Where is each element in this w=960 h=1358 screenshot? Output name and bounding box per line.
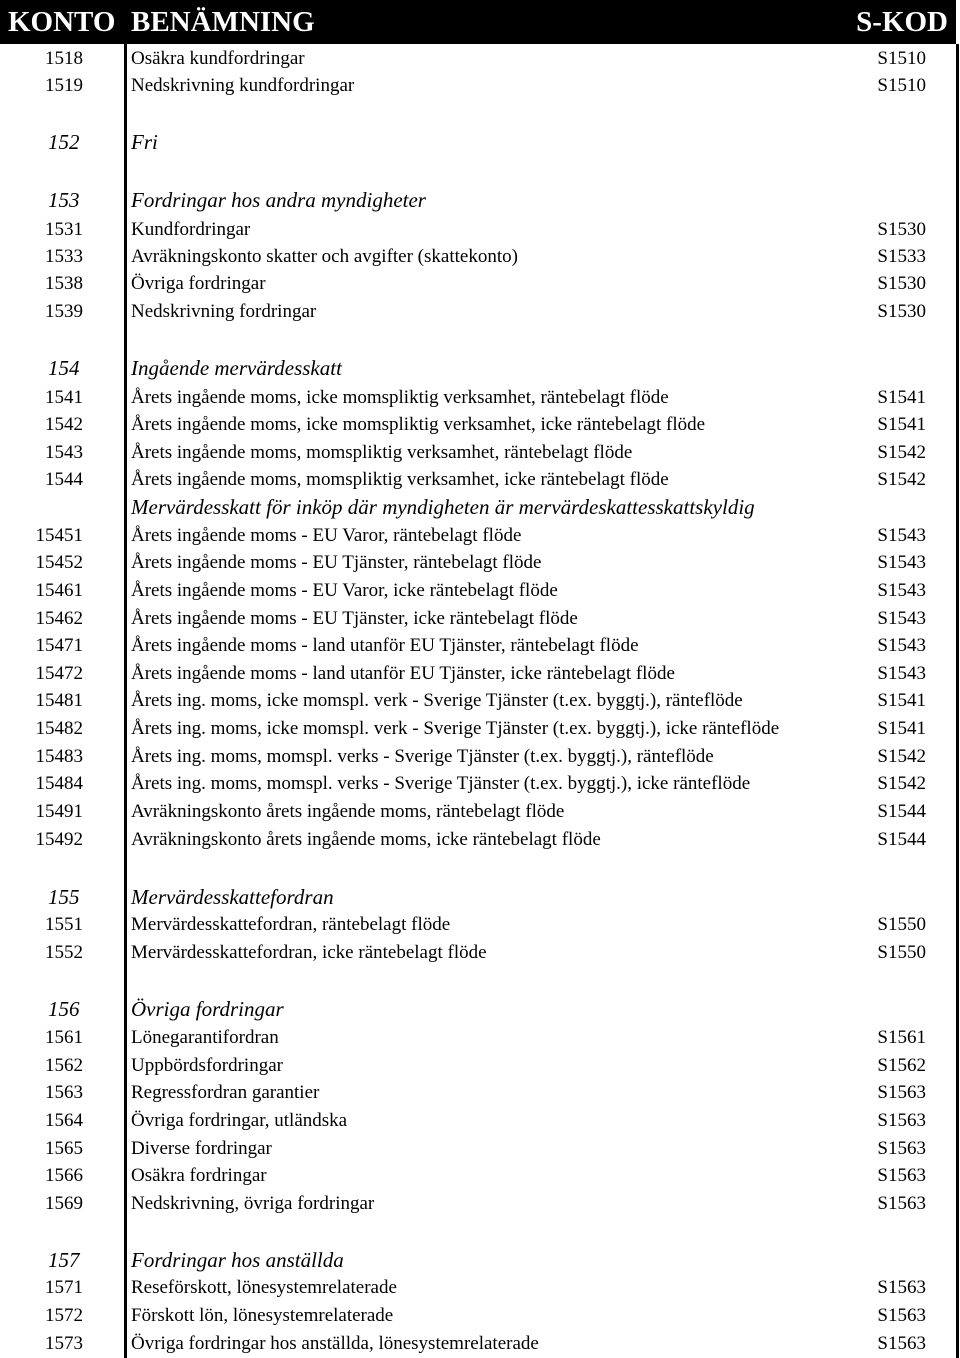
account-number: 1541 bbox=[45, 387, 83, 408]
account-number: 15472 bbox=[35, 663, 83, 684]
header-konto: KONTO bbox=[8, 6, 116, 38]
account-number: 15492 bbox=[35, 829, 83, 850]
account-number: 1562 bbox=[45, 1055, 83, 1076]
account-name: Diverse fordringar bbox=[131, 1138, 272, 1159]
account-number: 15484 bbox=[35, 773, 83, 794]
account-row-15481 bbox=[0, 687, 956, 714]
account-name: Regressfordran garantier bbox=[131, 1082, 320, 1103]
account-row-1566 bbox=[0, 1162, 956, 1189]
account-number: 1566 bbox=[45, 1165, 83, 1186]
account-name: Årets ingående moms - land utanför EU Tjänster, räntebelagt flöde bbox=[131, 635, 639, 656]
account-number: 1564 bbox=[45, 1110, 83, 1131]
table-header bbox=[0, 0, 956, 44]
account-number: 1572 bbox=[45, 1305, 83, 1326]
account-name: Årets ingående moms - land utanför EU Tjänster, icke räntebelagt flöde bbox=[131, 663, 675, 684]
s-code: S1563 bbox=[877, 1110, 926, 1131]
s-code: S1530 bbox=[877, 219, 926, 240]
s-code: S1530 bbox=[877, 273, 926, 294]
account-name: Nedskrivning fordringar bbox=[131, 301, 317, 322]
s-code: S1542 bbox=[877, 746, 926, 767]
subheading bbox=[0, 494, 956, 521]
account-number: 1533 bbox=[45, 246, 83, 267]
group-row-152 bbox=[0, 129, 956, 156]
account-row-1518 bbox=[0, 45, 956, 72]
account-name: Reseförskott, lönesystemrelaterade bbox=[131, 1277, 397, 1298]
account-name: Avräkningskonto skatter och avgifter (skattekonto) bbox=[131, 246, 518, 267]
account-name: Uppbördsfordringar bbox=[131, 1055, 283, 1076]
account-name: Mervärdesskatt för inköp där myndigheten är mervärdeskattesskattskyldig bbox=[131, 495, 755, 519]
account-name: Årets ingående moms, momspliktig verksamhet, icke räntebelagt flöde bbox=[131, 469, 669, 490]
account-name: Övriga fordringar bbox=[131, 997, 284, 1021]
account-row-15483 bbox=[0, 743, 956, 770]
account-row-15482 bbox=[0, 715, 956, 742]
account-name: Övriga fordringar, utländska bbox=[131, 1110, 348, 1131]
account-number: 1518 bbox=[45, 48, 83, 69]
header-benamning: BENÄMNING bbox=[131, 6, 315, 38]
account-number: 1538 bbox=[45, 273, 83, 294]
account-name: Fordringar hos anställda bbox=[131, 1248, 344, 1272]
account-name: Årets ing. moms, icke momspl. verk - Sverige Tjänster (t.ex. byggtj.), icke ränteflöde bbox=[131, 718, 780, 739]
s-code: S1563 bbox=[877, 1333, 926, 1354]
account-name: Årets ingående moms - EU Varor, icke räntebelagt flöde bbox=[131, 580, 558, 601]
account-name: Kundfordringar bbox=[131, 219, 251, 240]
s-code: S1541 bbox=[877, 690, 926, 711]
account-number: 153 bbox=[48, 188, 80, 212]
account-number: 15482 bbox=[35, 718, 83, 739]
account-row-1569 bbox=[0, 1190, 956, 1217]
account-name: Övriga fordringar bbox=[131, 273, 266, 294]
s-code: S1563 bbox=[877, 1165, 926, 1186]
s-code: S1542 bbox=[877, 773, 926, 794]
account-name: Mervärdesskattefordran bbox=[131, 885, 334, 909]
account-row-1551 bbox=[0, 911, 956, 938]
s-code: S1510 bbox=[877, 48, 926, 69]
s-code: S1542 bbox=[877, 469, 926, 490]
account-number: 1563 bbox=[45, 1082, 83, 1103]
account-name: Årets ingående moms, icke momspliktig verksamhet, räntebelagt flöde bbox=[131, 387, 669, 408]
account-name: Förskott lön, lönesystemrelaterade bbox=[131, 1305, 394, 1326]
account-number: 1573 bbox=[45, 1333, 83, 1354]
account-name: Årets ingående moms - EU Tjänster, räntebelagt flöde bbox=[131, 552, 542, 573]
account-name: Lönegarantifordran bbox=[131, 1027, 279, 1048]
account-name: Osäkra fordringar bbox=[131, 1165, 267, 1186]
s-code: S1561 bbox=[877, 1027, 926, 1048]
account-number: 152 bbox=[48, 130, 80, 154]
s-code: S1563 bbox=[877, 1193, 926, 1214]
s-code: S1563 bbox=[877, 1138, 926, 1159]
account-row-1533 bbox=[0, 243, 956, 270]
account-row-1571 bbox=[0, 1274, 956, 1301]
account-name: Mervärdesskattefordran, icke räntebelagt flöde bbox=[131, 942, 487, 963]
account-number: 15481 bbox=[35, 690, 83, 711]
s-code: S1543 bbox=[877, 663, 926, 684]
account-row-15472 bbox=[0, 660, 956, 687]
account-number: 1552 bbox=[45, 942, 83, 963]
account-row-15492 bbox=[0, 826, 956, 853]
account-number: 15461 bbox=[35, 580, 83, 601]
s-code: S1550 bbox=[877, 914, 926, 935]
header-skod: S-KOD bbox=[856, 6, 948, 38]
s-code: S1562 bbox=[877, 1055, 926, 1076]
s-code: S1510 bbox=[877, 75, 926, 96]
account-name: Avräkningskonto årets ingående moms, räntebelagt flöde bbox=[131, 801, 565, 822]
s-code: S1541 bbox=[877, 414, 926, 435]
s-code: S1543 bbox=[877, 635, 926, 656]
account-number: 1561 bbox=[45, 1027, 83, 1048]
account-name: Årets ing. moms, momspl. verks - Sverige Tjänster (t.ex. byggtj.), ränteflöde bbox=[131, 746, 714, 767]
s-code: S1533 bbox=[877, 246, 926, 267]
account-number: 1551 bbox=[45, 914, 83, 935]
s-code: S1542 bbox=[877, 442, 926, 463]
group-row-153 bbox=[0, 187, 956, 214]
account-number: 15471 bbox=[35, 635, 83, 656]
account-number: 1542 bbox=[45, 414, 83, 435]
account-number: 1544 bbox=[45, 469, 83, 490]
account-row-15462 bbox=[0, 605, 956, 632]
account-name: Årets ing. moms, icke momspl. verk - Sverige Tjänster (t.ex. byggtj.), ränteflöde bbox=[131, 690, 743, 711]
account-name: Avräkningskonto årets ingående moms, icke räntebelagt flöde bbox=[131, 829, 601, 850]
account-row-1541 bbox=[0, 384, 956, 411]
account-name: Årets ingående moms - EU Varor, räntebelagt flöde bbox=[131, 525, 522, 546]
account-row-15484 bbox=[0, 770, 956, 797]
account-row-1563 bbox=[0, 1079, 956, 1106]
account-row-1519 bbox=[0, 72, 956, 99]
group-row-157 bbox=[0, 1247, 956, 1274]
account-row-15451 bbox=[0, 522, 956, 549]
s-code: S1530 bbox=[877, 301, 926, 322]
account-number: 156 bbox=[48, 997, 80, 1021]
account-row-1531 bbox=[0, 216, 956, 243]
account-number: 1543 bbox=[45, 442, 83, 463]
account-row-1565 bbox=[0, 1135, 956, 1162]
account-name: Fri bbox=[131, 130, 158, 154]
account-row-1564 bbox=[0, 1107, 956, 1134]
account-name: Ingående mervärdesskatt bbox=[131, 356, 342, 380]
s-code: S1544 bbox=[877, 829, 926, 850]
account-name: Årets ingående moms - EU Tjänster, icke räntebelagt flöde bbox=[131, 608, 578, 629]
s-code: S1563 bbox=[877, 1277, 926, 1298]
account-row-1543 bbox=[0, 439, 956, 466]
s-code: S1563 bbox=[877, 1305, 926, 1326]
account-name: Fordringar hos andra myndigheter bbox=[131, 188, 426, 212]
s-code: S1543 bbox=[877, 525, 926, 546]
account-row-15461 bbox=[0, 577, 956, 604]
account-number: 155 bbox=[48, 885, 80, 909]
group-row-155 bbox=[0, 884, 956, 911]
account-row-1538 bbox=[0, 270, 956, 297]
account-name: Osäkra kundfordringar bbox=[131, 48, 305, 69]
account-name: Årets ingående moms, momspliktig verksamhet, räntebelagt flöde bbox=[131, 442, 633, 463]
account-number: 1519 bbox=[45, 75, 83, 96]
account-number: 1569 bbox=[45, 1193, 83, 1214]
s-code: S1563 bbox=[877, 1082, 926, 1103]
account-row-1572 bbox=[0, 1302, 956, 1329]
account-name: Årets ing. moms, momspl. verks - Sverige Tjänster (t.ex. byggtj.), icke ränteflöde bbox=[131, 773, 751, 794]
s-code: S1544 bbox=[877, 801, 926, 822]
account-row-15491 bbox=[0, 798, 956, 825]
s-code: S1543 bbox=[877, 580, 926, 601]
account-row-1539 bbox=[0, 298, 956, 325]
account-name: Mervärdesskattefordran, räntebelagt flöde bbox=[131, 914, 451, 935]
s-code: S1541 bbox=[877, 718, 926, 739]
account-name: Nedskrivning kundfordringar bbox=[131, 75, 355, 96]
account-number: 15483 bbox=[35, 746, 83, 767]
account-number: 15452 bbox=[35, 552, 83, 573]
account-number: 157 bbox=[48, 1248, 80, 1272]
s-code: S1541 bbox=[877, 387, 926, 408]
account-row-1552 bbox=[0, 939, 956, 966]
table-right-border bbox=[956, 44, 959, 1358]
account-number: 1539 bbox=[45, 301, 83, 322]
account-row-1573 bbox=[0, 1330, 956, 1357]
s-code: S1543 bbox=[877, 552, 926, 573]
s-code: S1543 bbox=[877, 608, 926, 629]
account-number: 15451 bbox=[35, 525, 83, 546]
account-name: Årets ingående moms, icke momspliktig verksamhet, icke räntebelagt flöde bbox=[131, 414, 706, 435]
account-number: 1565 bbox=[45, 1138, 83, 1159]
account-name: Övriga fordringar hos anställda, lönesystemrelaterade bbox=[131, 1333, 539, 1354]
group-row-156 bbox=[0, 996, 956, 1023]
account-row-1544 bbox=[0, 466, 956, 493]
account-name: Nedskrivning, övriga fordringar bbox=[131, 1193, 375, 1214]
account-row-1562 bbox=[0, 1052, 956, 1079]
account-row-1561 bbox=[0, 1024, 956, 1051]
account-number: 15462 bbox=[35, 608, 83, 629]
group-row-154 bbox=[0, 355, 956, 382]
account-row-1542 bbox=[0, 411, 956, 438]
account-number: 15491 bbox=[35, 801, 83, 822]
account-row-15452 bbox=[0, 549, 956, 576]
account-number: 1531 bbox=[45, 219, 83, 240]
account-number: 154 bbox=[48, 356, 80, 380]
account-number: 1571 bbox=[45, 1277, 83, 1298]
account-row-15471 bbox=[0, 632, 956, 659]
s-code: S1550 bbox=[877, 942, 926, 963]
